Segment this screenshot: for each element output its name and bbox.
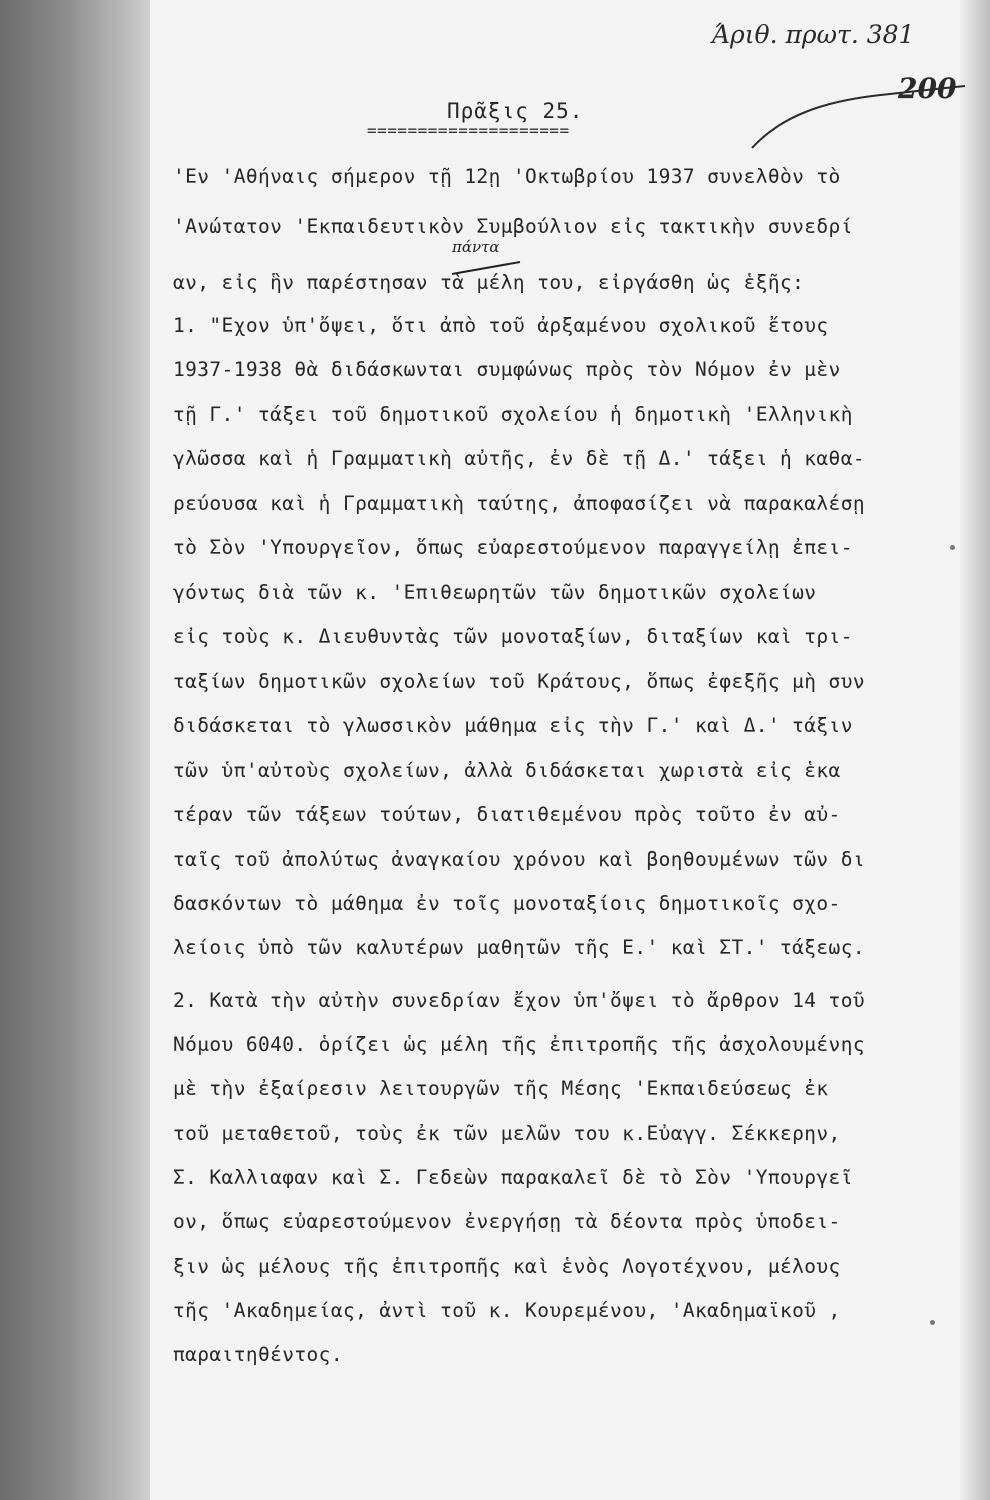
body-line: αν, εἰς ἣν παρέστησαν τὰ μέλη του, εἰργάσθη ὡς ἑξῆς:: [173, 271, 805, 294]
body-line: τῶν ὑπ'αὐτοὺς σχολείων, ἀλλὰ διδάσκεται χωριστὰ εἰς ἑκα: [173, 759, 841, 782]
handwritten-page-number: 200: [898, 72, 957, 105]
body-line: γλῶσσα καὶ ἡ Γραμματικὴ αὐτῆς, ἐν δὲ τῇ Δ.' τάξει ἡ καθα-: [173, 447, 865, 470]
body-line: τέραν τῶν τάξεων τούτων, διατιθεμένου πρὸς τοῦτο ἐν αὐ-: [173, 803, 841, 826]
body-line: 'Εν 'Αθήναις σήμερον τῇ 12ῃ 'Οκτωβρίου 1937 συνελθὸν τὸ: [173, 165, 841, 188]
handwritten-insertion: πάντα: [452, 238, 500, 256]
body-line: 'Ανώτατον 'Εκπαιδευτικὸν Συμβούλιον εἰς τακτικὴν συνεδρί: [173, 215, 853, 238]
body-line: Σ. Καλλιαφαν καὶ Σ. Γεδεὼν παρακαλεῖ δὲ τὸ Σὸν 'Υπουργεῖ: [173, 1166, 853, 1189]
body-line: παραιτηθέντος.: [173, 1343, 343, 1366]
body-line: διδάσκεται τὸ γλωσσικὸν μάθημα εἰς τὴν Γ.' καὶ Δ.' τάξιν: [173, 714, 853, 737]
body-line: ταῖς τοῦ ἀπολύτως ἀναγκαίου χρόνου καὶ βοηθουμένων τῶν δι: [173, 848, 865, 871]
body-line: ξιν ὡς μέλους τῆς ἐπιτροπῆς καὶ ἑνὸς Λογοτέχνου, μέλους: [173, 1255, 841, 1278]
body-line: τῇ Γ.' τάξει τοῦ δημοτικοῦ σχολείου ἡ δημοτικὴ 'Ελληνικὴ: [173, 403, 853, 426]
body-line: τῆς 'Ακαδημείας, ἀντὶ τοῦ κ. Κουρεμένου, 'Ακαδημαϊκοῦ ,: [173, 1299, 841, 1322]
body-line: ον, ὅπως εὐαρεστούμενον ἐνεργήσῃ τὰ δέοντα πρὸς ὑποδει-: [173, 1210, 841, 1233]
body-line: 1937-1938 θὰ διδάσκωνται συμφώνως πρὸς τὸν Νόμον ἐν μὲν: [173, 358, 841, 381]
body-line: 1. "Εχον ὑπ'ὄψει, ὅτι ἀπὸ τοῦ ἀρξαμένου σχολικοῦ ἔτους: [173, 314, 829, 337]
body-line: λείοις ὑπὸ τῶν καλυτέρων μαθητῶν τῆς Ε.' καὶ ΣΤ.' τάξεως.: [173, 936, 865, 959]
body-line: ταξίων δημοτικῶν σχολείων τοῦ Κράτους, ὅπως ἐφεξῆς μὴ συν: [173, 670, 865, 693]
body-line: μὲ τὴν ἐξαίρεσιν λειτουργῶν τῆς Μέσης 'Εκπαιδεύσεως ἐκ: [173, 1077, 829, 1100]
handwritten-reference-number: Άριθ. πρωτ. 381: [712, 20, 915, 49]
body-line: δασκόντων τὸ μάθημα ἐν τοῖς μονοταξίοις δημοτικοῖς σχο-: [173, 892, 841, 915]
body-line: εἰς τοὺς κ. Διευθυντὰς τῶν μονοταξίων, διταξίων καὶ τρι-: [173, 625, 853, 648]
body-line: τοῦ μεταθετοῦ, τοὺς ἐκ τῶν μελῶν του κ.Εὐαγγ. Σέκκερην,: [173, 1122, 841, 1145]
body-line: ρεύουσα καὶ ἡ Γραμματικὴ ταύτης, ἀποφασίζει νὰ παρακαλέσῃ: [173, 492, 865, 515]
body-line: Νόμου 6040. ὁρίζει ὡς μέλη τῆς ἐπιτροπῆς τῆς ἀσχολουμένης: [173, 1033, 865, 1056]
body-line: τὸ Σὸν 'Υπουργεῖον, ὅπως εὐαρεστούμενον παραγγείλῃ ἐπει-: [173, 536, 853, 559]
title-underline-rule: ====================: [367, 121, 570, 140]
body-line: 2. Κατὰ τὴν αὐτὴν συνεδρίαν ἔχον ὑπ'ὄψει τὸ ἄρθρον 14 τοῦ: [173, 989, 865, 1012]
page-title: Πρᾶξις 25.: [447, 99, 584, 123]
scan-speck: [950, 545, 955, 550]
scan-speck: [930, 1320, 935, 1325]
scan-binding-shadow: [0, 0, 175, 1500]
body-line: γόντως διὰ τῶν κ. 'Επιθεωρητῶν τῶν δημοτικῶν σχολείων: [173, 581, 817, 604]
